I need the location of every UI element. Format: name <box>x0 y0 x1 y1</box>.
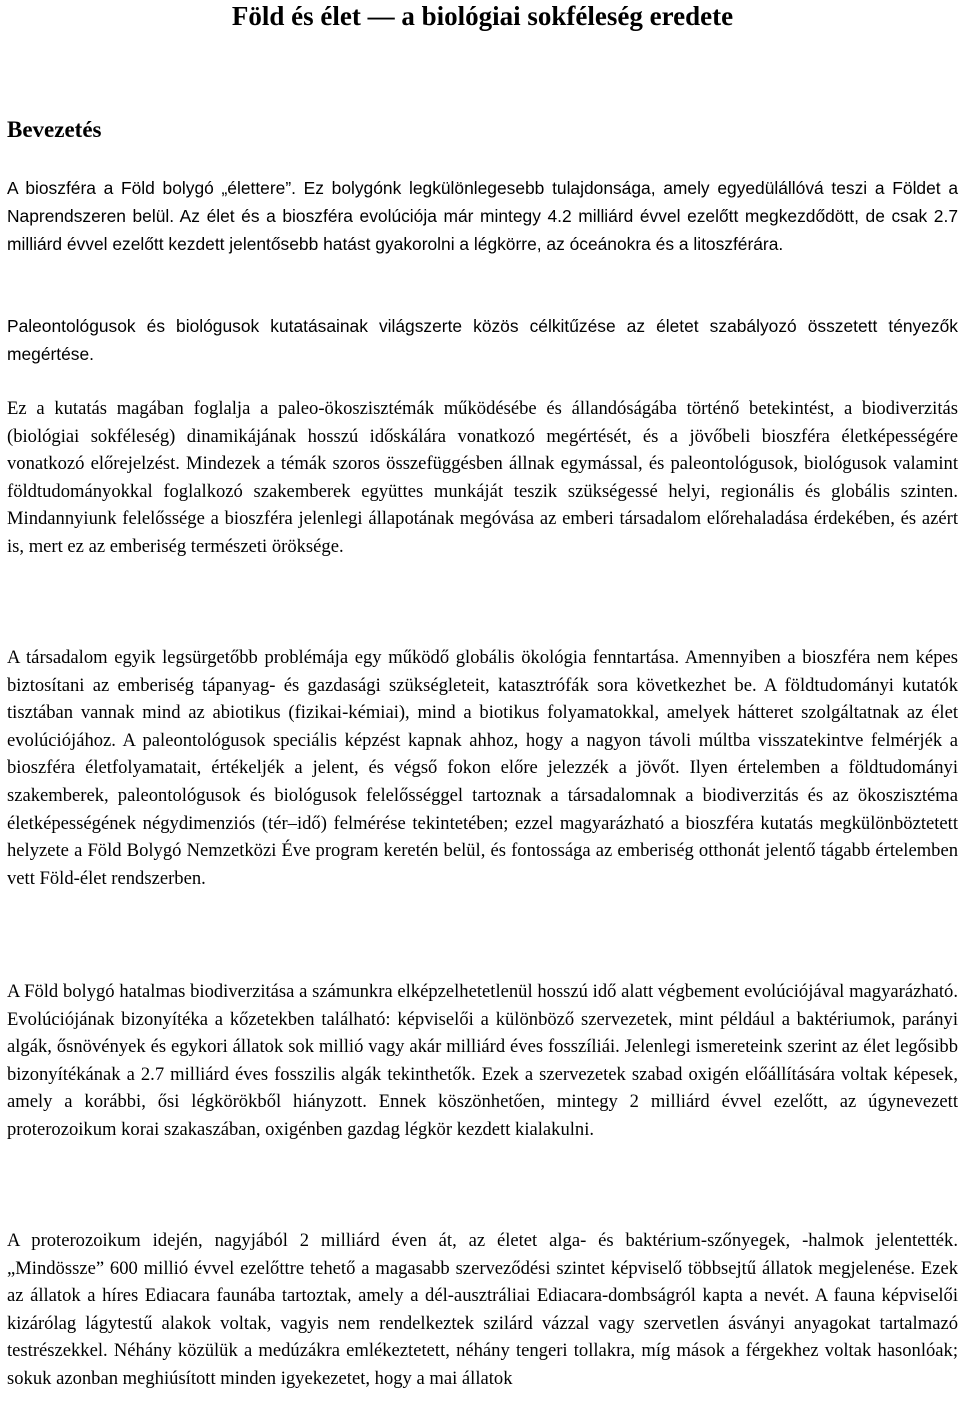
section-heading: Bevezetés <box>7 117 102 142</box>
paragraph-research-scope <box>7 395 958 561</box>
document-title: Föld és élet — a biológiai sokféleség eredete <box>231 1 734 31</box>
paragraph-research-scope-part-2: Mindezek a témák szoros összefüggésben állnak egymással, és paleontológusok, biológusok valamint földtudományokkal foglalkozó szakemberek együttes munkáját teszik szükségessé helyi, regionális és globális szinten. Mindannyiunk felelőssége a bioszféra jelenlegi állapotának megóvása az emberi társadalom előrehaladása érdekében, és azért is, mert ez az emberiség természeti öröksége. <box>7 453 959 557</box>
paragraph-proterozoic: A proterozoikum idején, nagyjából 2 milliárd éven át, az életet alga- és baktérium-szőnyegek, -halmok jelentették. „Mindössze” 600 millió évvel ezelőttre tehető a magasabb szerveződési szintet képviselő többsejtű állatok megjelenése. Ezek az állatok a híres Ediacara faunába tartoztak, amely a dél-ausztráliai Ediacara-dombságról kapta a nevét. A fauna képviselői kizárólag lágytestű alakok voltak, vagyis nem rendelkeztek szilárd vázzal vagy szervetlen ásványi anyagokat tartalmazó testrészekkel. Néhány közülük a medúzákra emlékeztetett, néhány tengeri tollakra, míg mások a férgekhez voltak hasonlóak; sokuk azonban meghiúsított minden igyekezetet, hogy a mai állatok <box>7 1230 958 1389</box>
paragraph-research-scope-part-1: Ez a kutatás magában foglalja a paleo-ökoszisztémák működésébe és állandóságába történő betekintést, a biodiverzitás (biológiai sokféleség) dinamikájának hosszú időskálára vonatkozó megértését, és a jövőbeli bioszféra életképességére vonatkozó előrejelzést. <box>7 398 958 475</box>
paragraph-intro: A bioszféra a Föld bolygó „élettere”. Ez bolygónk legkülönlegesebb tulajdonsága, amely egyedülállóvá teszi a Földet a Naprendszeren belül. Az élet és a bioszféra evolúciója már mintegy 4.2 milliárd évvel ezelőtt megkezdődött, de csak 2.7 milliárd évvel ezelőtt kezdett jelentősebb hatást gyakorolni a légkörre, az óceánokra és a litoszférára. <box>7 178 958 254</box>
document-page <box>7 0 959 1389</box>
paragraph-research-goal: Paleontológusok és biológusok kutatásainak világszerte közös célkitűzése az életet szabályozó összetett tényezők megértése. <box>7 316 958 364</box>
paragraph-global-ecology: A társadalom egyik legsürgetőbb problémája egy működő globális ökológia fenntartása. Amennyiben a bioszféra nem képes biztosítani az emberiség tápanyag- és gazdasági szükségleteit, katasztrófák sora következhet be. A földtudományi kutatók tisztában vannak mind az abiotikus (fizikai-kémiai), mind a biotikus folyamatokkal, amelyek hátteret szolgáltatnak az élet evolúciójához. A paleontológusok speciális képzést kapnak ahhoz, hogy a nagyon távoli múltba visszatekintve felmérjék a bioszféra életfolyamatait, értékeljék a jelent, és végső fokon előre jelezzék a jövőt. Ilyen értelemben a földtudományi szakemberek, paleontológusok és biológusok felelősséggel tartoznak a társadalomnak a biodiverzitás és az ökoszisztéma életképességének négydimenziós (tér–idő) felmérése tekintetében; ezzel magyarázható a bioszféra kutatás megkülönböztetett helyzete a Föld Bolygó Nemzetközi Éve program keretén belül, és fontossága az emberiség otthonát jelentő tágabb értelemben vett Föld-élet rendszerben. <box>7 647 958 889</box>
paragraph-biodiversity-evolution: A Föld bolygó hatalmas biodiverzitása a számunkra elképzelhetetlenül hosszú idő alatt végbement evolúciójával magyarázható. Evolúciójának bizonyítéka a kőzetekben található: képviselői a különböző szervezetek, mint például a baktériumok, parányi algák, ősnövények és egykori állatok sok millió vagy akár milliárd éves fosszíliái. Jelenlegi ismereteink szerint az élet legősibb bizonyítékának a 2.7 milliárd éves fosszilis algák tekinthetők. Ezek a szervezetek szabad oxigén előállítására voltak képesek, amely a korábbi, ősi légkörökből hiányzott. Ennek köszönhetően, mintegy 2 milliárd évvel ezelőtt, az úgynevezett proterozoikum korai szakaszában, oxigénben gazdag légkör kezdett kialakulni. <box>7 981 958 1140</box>
